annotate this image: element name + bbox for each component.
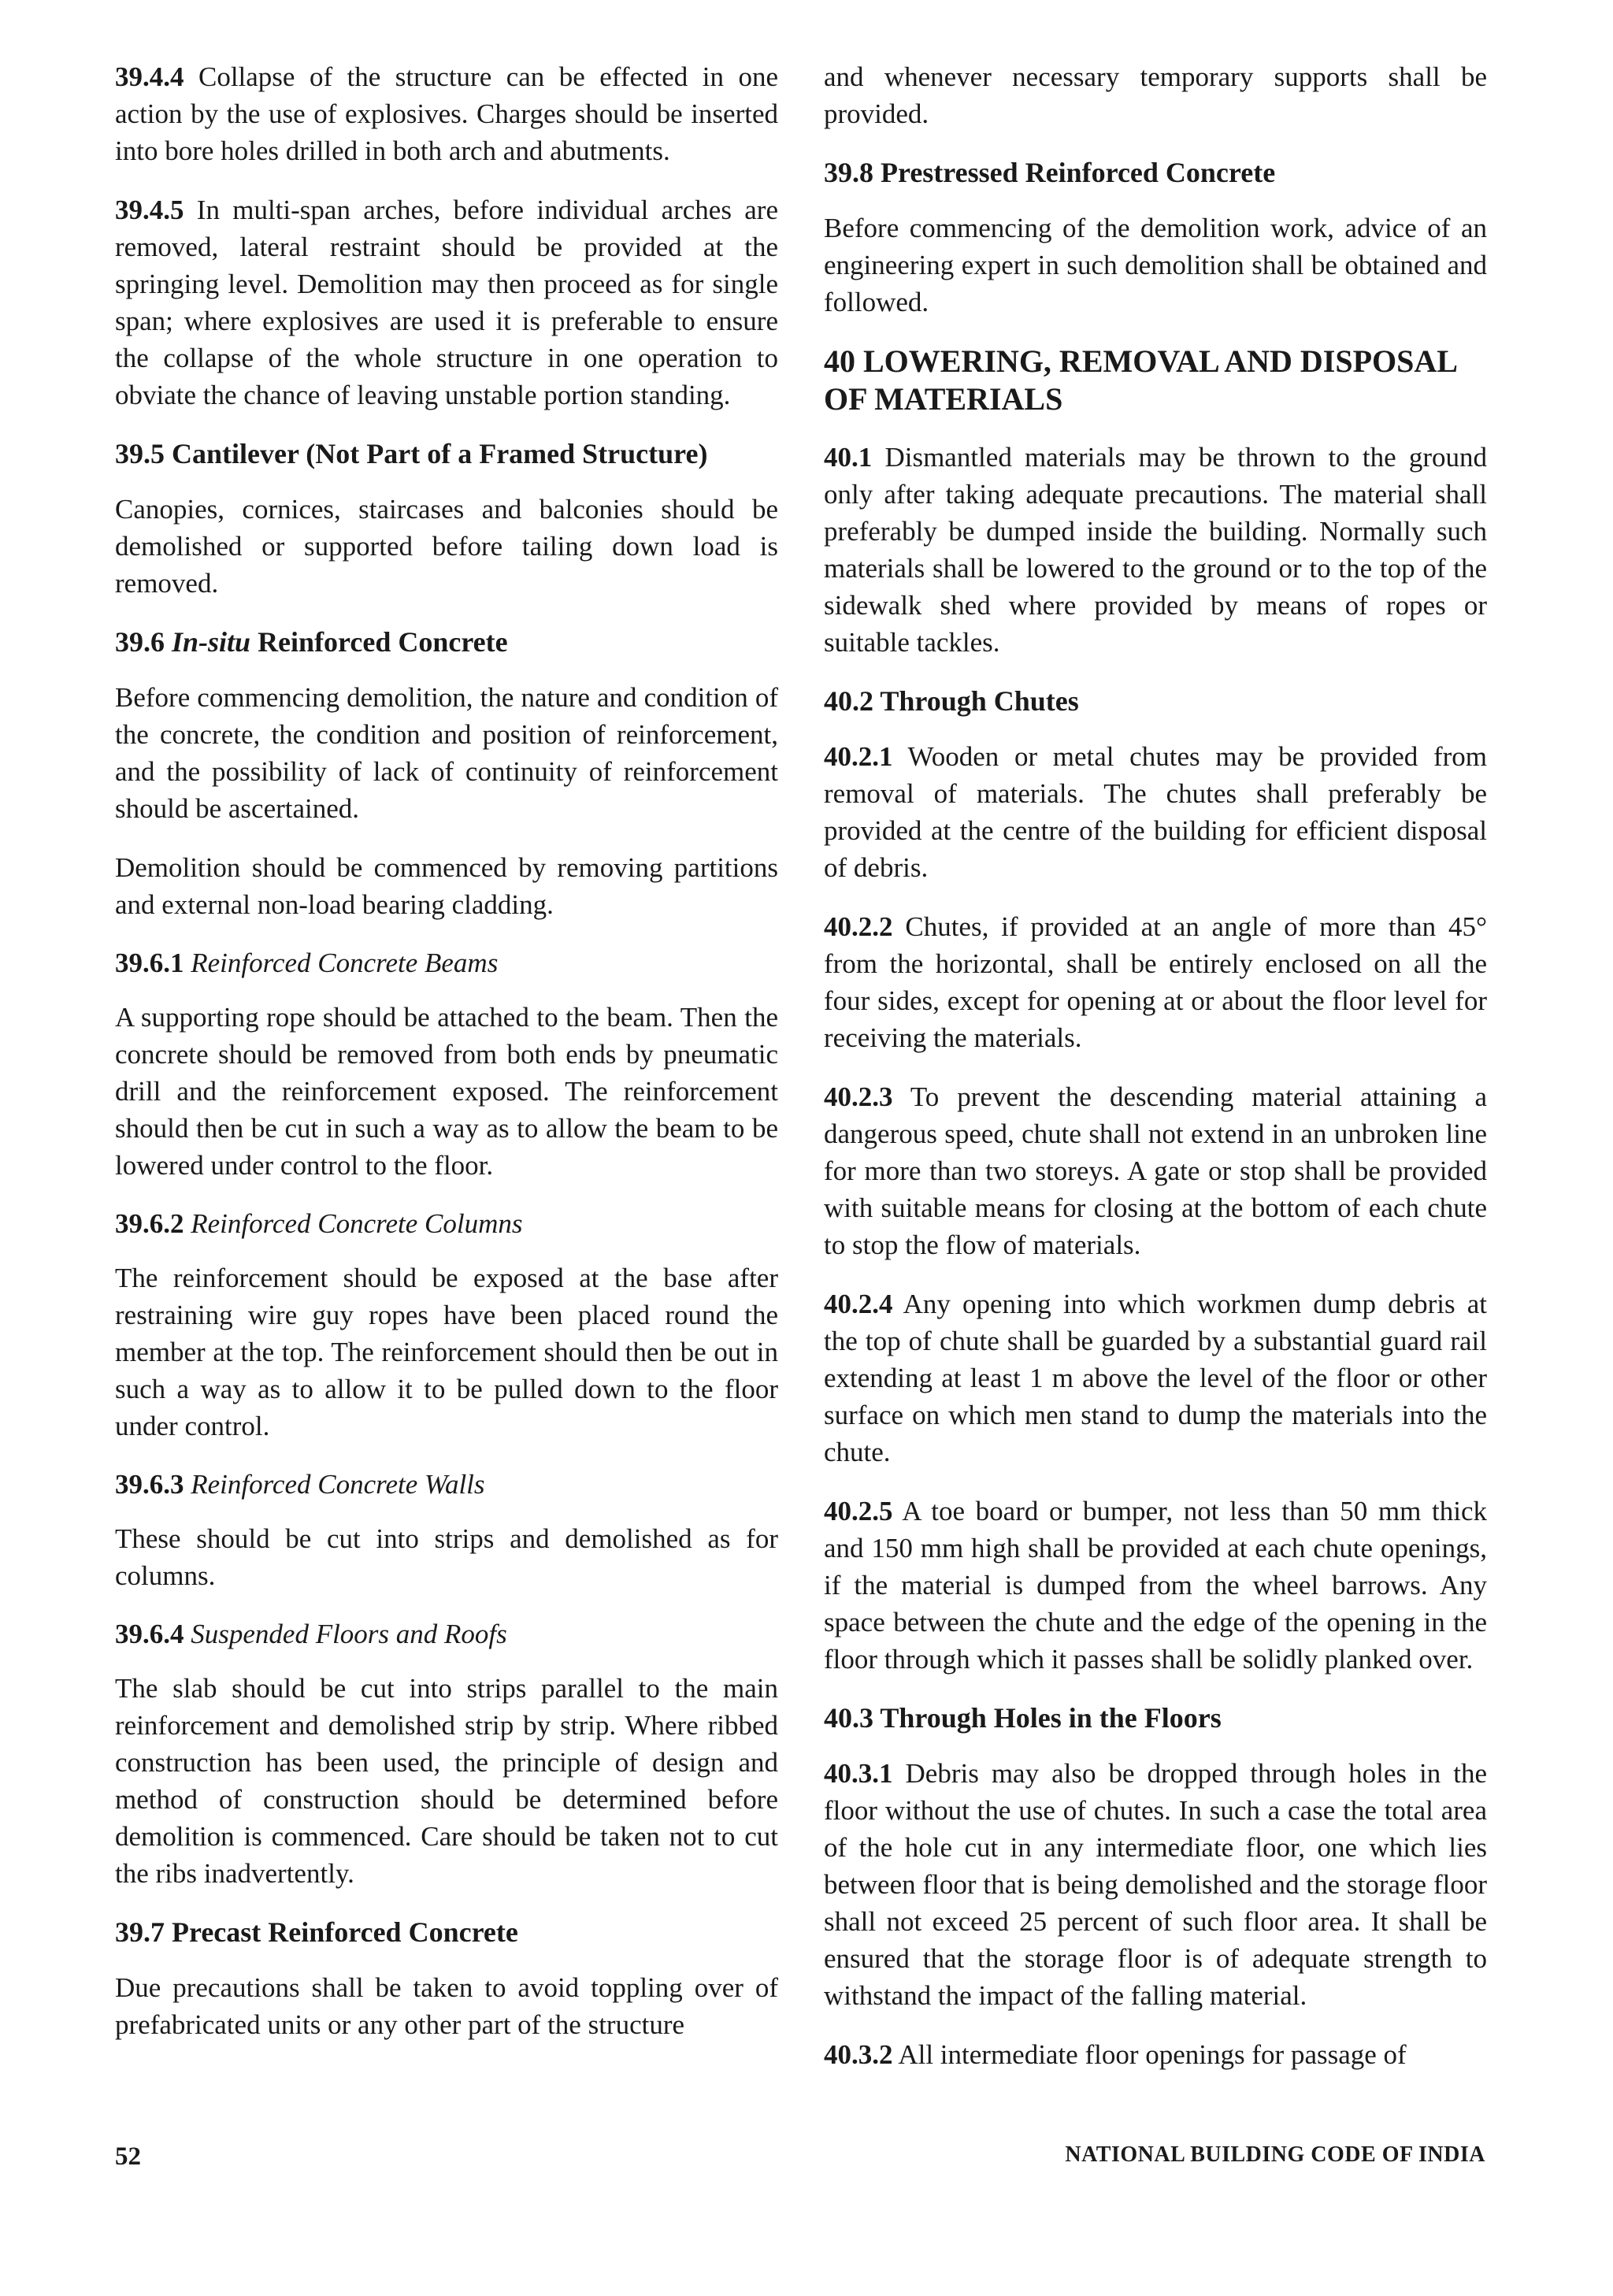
left-column bbox=[115, 58, 778, 2065]
clause-40-2-5: 40.2.5 A toe board or bumper, not less than 50 mm thick and 150 mm high shall be provided at each chute openings, if the material is dumped from the wheel barrows. Any space between the chute and the edge of the opening in the floor through which it passes shall be solidly planked over. bbox=[824, 1496, 1487, 1675]
heading-39-7: 39.7 Precast Reinforced Concrete bbox=[115, 1916, 518, 1948]
heading-39-6-3: 39.6.3 Reinforced Concrete Walls bbox=[115, 1469, 485, 1500]
para-39-6-1: A supporting rope should be attached to the beam. Then the concrete should be removed from both ends by pneumatic drill and the reinforcement exposed. The reinforcement should then be cut in such a way as to allow the beam to be lowered under control to the floor. bbox=[115, 1002, 778, 1181]
heading-40: 40 LOWERING, REMOVAL AND DISPOSAL OF MATERIALS bbox=[824, 343, 1456, 417]
page-number: 52 bbox=[115, 2142, 141, 2171]
clause-40-3-1: 40.3.1 Debris may also be dropped through holes in the floor without the use of chutes. In such a case the total area of the hole cut in any intermediate floor, one which lies between floor that is being demolished and the storage floor shall not exceed 25 percent of such floor area. It shall be ensured that the storage floor is of adequate strength to withstand the impact of the falling material. bbox=[824, 1758, 1488, 2011]
heading-39-6-4: 39.6.4 Suspended Floors and Roofs bbox=[115, 1619, 507, 1649]
heading-40-2: 40.2 Through Chutes bbox=[824, 685, 1079, 717]
para-39-7-cont: and whenever necessary temporary supports shall be provided. bbox=[824, 61, 1487, 129]
clause-39-4-5: 39.4.5 In multi-span arches, before individual arches are removed, lateral restraint should be provided at the springing level. Demolition may then proceed as for single span; where explosives are used it is preferable to ensure the collapse of the whole structure in one operation to obviate the chance of leaving unstable portion standing. bbox=[115, 195, 778, 410]
para-39-6-a: Before commencing demolition, the nature and condition of the concrete, the condition and position of reinforcement, and the possibility of lack of continuity of reinforcement should be ascertained. bbox=[115, 682, 778, 824]
para-39-6-4: The slab should be cut into strips parallel to the main reinforcement and demolished strip by strip. Where ribbed construction has been used, the principle of design and method of construction should be determined before demolition is commenced. Care should be taken not to cut the ribs inadvertently. bbox=[115, 1673, 778, 1889]
clause-40-1: 40.1 Dismantled materials may be thrown to the ground only after taking adequate precautions. The material shall preferably be dumped inside the building. Normally such materials shall be lowered to the ground or to the top of the sidewalk shed where provided by means of ropes or suitable tackles. bbox=[824, 442, 1488, 658]
para-39-7: Due precautions shall be taken to avoid toppling over of prefabricated units or any other part of the structure bbox=[115, 1972, 778, 2040]
para-39-6-b: Demolition should be commenced by removing partitions and external non-load bearing cladding. bbox=[115, 852, 778, 920]
para-39-6-3: These should be cut into strips and demolished as for columns. bbox=[115, 1523, 778, 1591]
heading-39-5: 39.5 Cantilever (Not Part of a Framed Structure) bbox=[115, 438, 708, 469]
clause-40-2-4: 40.2.4 Any opening into which workmen dump debris at the top of chute shall be guarded by a substantial guard rail extending at least 1 m above the level of the floor or other surface on which men stand to dump the materials into the chute. bbox=[824, 1289, 1487, 1467]
clause-40-3-2: 40.3.2 All intermediate floor openings for passage of bbox=[824, 2039, 1407, 2070]
clause-40-2-3: 40.2.3 To prevent the descending material attaining a dangerous speed, chute shall not extend in an unbroken line for more than two storeys. A gate or stop shall be provided with suitable means for closing at the bottom of each chute to stop the flow of materials. bbox=[824, 1081, 1488, 1260]
heading-39-6-1: 39.6.1 Reinforced Concrete Beams bbox=[115, 948, 499, 978]
para-39-6-2: The reinforcement should be exposed at the base after restraining wire guy ropes have been placed round the member at the top. The reinforcement should then be out in such a way as to allow it to be pulled down to the floor under control. bbox=[115, 1263, 778, 1441]
clause-40-2-2: 40.2.2 Chutes, if provided at an angle of more than 45° from the horizontal, shall be entirely enclosed on all the four sides, except for opening at or about the floor level for receiving the materials. bbox=[824, 911, 1488, 1053]
clause-39-4-4: 39.4.4 Collapse of the structure can be effected in one action by the use of explosives. Charges should be inserted into bore holes drilled in both arch and abutments. bbox=[115, 61, 779, 166]
right-column bbox=[824, 58, 1487, 2095]
running-footer-title: NATIONAL BUILDING CODE OF INDIA bbox=[1065, 2142, 1485, 2167]
para-39-8: Before commencing of the demolition work, advice of an engineering expert in such demolition shall be obtained and followed. bbox=[824, 213, 1487, 317]
heading-39-8: 39.8 Prestressed Reinforced Concrete bbox=[824, 157, 1276, 188]
clause-40-2-1: 40.2.1 Wooden or metal chutes may be provided from removal of materials. The chutes shall preferably be provided at the centre of the building for efficient disposal of debris. bbox=[824, 741, 1487, 883]
heading-39-6: 39.6 In-situ Reinforced Concrete bbox=[115, 626, 508, 658]
heading-40-3: 40.3 Through Holes in the Floors bbox=[824, 1702, 1222, 1734]
heading-39-6-2: 39.6.2 Reinforced Concrete Columns bbox=[115, 1208, 523, 1239]
para-39-5: Canopies, cornices, staircases and balconies should be demolished or supported before tailing down load is removed. bbox=[115, 494, 778, 599]
